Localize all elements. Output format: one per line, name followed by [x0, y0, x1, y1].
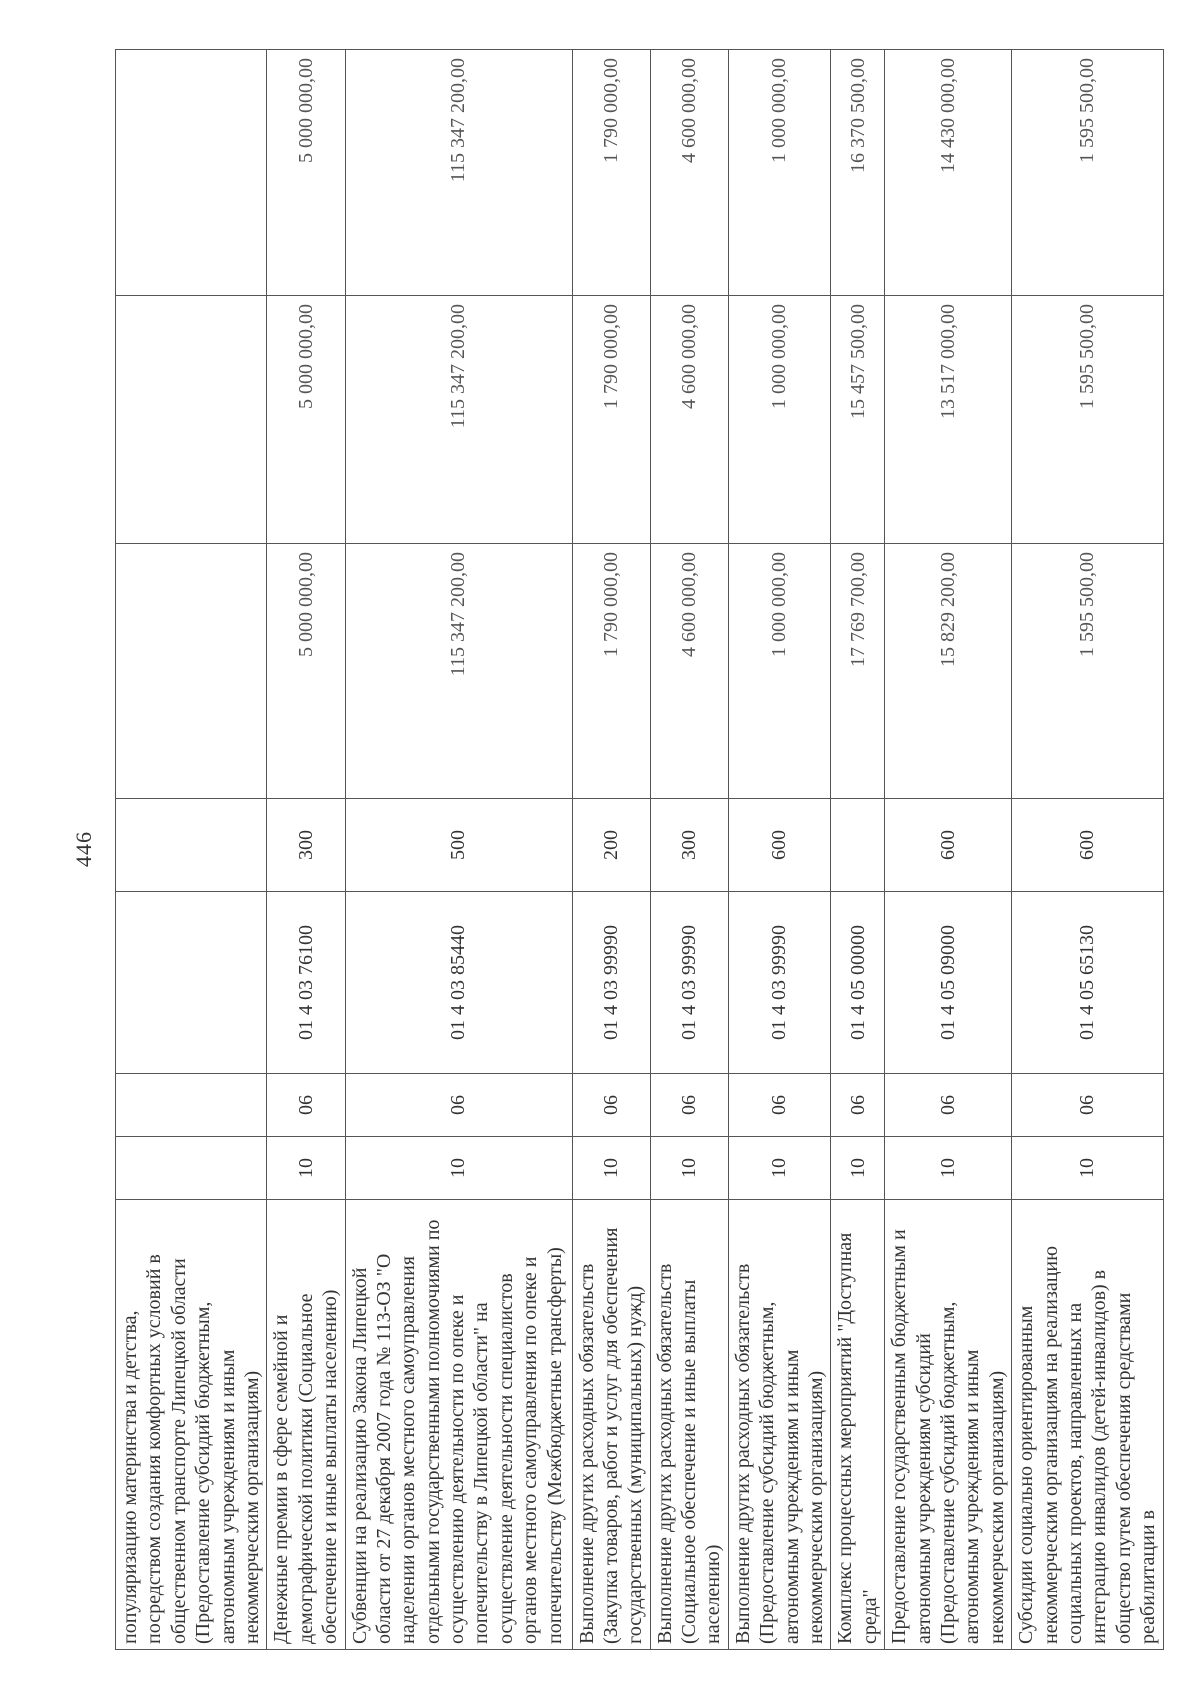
row-description: Субсидии социально ориентированным некоммерческим организациям на реализацию социальных проектов, направленных на интеграцию инвалидов (детей-инвалидов) в общество путем обеспечения средствами реабилитации в	[1012, 1200, 1163, 1650]
row-description: Выполнение других расходных обязательств (Предоставление субсидий бюджетным, автономным учреждениям и иным некоммерческим организациям)	[728, 1200, 831, 1650]
amount-year-1: 1 790 000,00	[572, 544, 650, 799]
subsection-code: 06	[1012, 1074, 1163, 1137]
amount-year-1: 17 769 700,00	[831, 544, 885, 799]
amount-year-3: 1 595 500,00	[1012, 50, 1163, 296]
section-code: 10	[831, 1137, 885, 1200]
subsection-code: 06	[831, 1074, 885, 1137]
amount-year-2: 4 600 000,00	[650, 296, 728, 544]
subsection-code: 06	[267, 1074, 345, 1137]
amount-year-1: 4 600 000,00	[650, 544, 728, 799]
table-row	[572, 50, 650, 1650]
expense-type-code: 600	[728, 799, 831, 892]
expense-type-code: 300	[267, 799, 345, 892]
table-row	[650, 50, 728, 1650]
amount-year-2: 115 347 200,00	[345, 296, 572, 544]
amount-year-2: 1 000 000,00	[728, 296, 831, 544]
section-code: 10	[650, 1137, 728, 1200]
expense-type-code: 500	[345, 799, 572, 892]
page-number: 446	[71, 831, 96, 867]
target-article-code: 01 4 03 76100	[267, 892, 345, 1074]
row-description: популяризацию материнства и детства, посредством создания комфортных условий в общественном транспорте Липецкой области (Предоставление субсидий бюджетным, автономным учреждениям и иным некоммерческим организациям)	[116, 1200, 267, 1650]
subsection-code: 06	[885, 1074, 1012, 1137]
table-row	[116, 50, 267, 1650]
amount-year-3	[116, 50, 267, 296]
amount-year-3: 14 430 000,00	[885, 50, 1012, 296]
amount-year-2: 13 517 000,00	[885, 296, 1012, 544]
amount-year-3: 4 600 000,00	[650, 50, 728, 296]
section-code: 10	[885, 1137, 1012, 1200]
expense-type-code: 600	[1012, 799, 1163, 892]
table-row	[1012, 50, 1163, 1650]
row-description: Выполнение других расходных обязательств (Социальное обеспечение и иные выплаты населению)	[650, 1200, 728, 1650]
target-article-code: 01 4 03 99990	[650, 892, 728, 1074]
target-article-code	[116, 892, 267, 1074]
amount-year-1: 115 347 200,00	[345, 544, 572, 799]
amount-year-3: 5 000 000,00	[267, 50, 345, 296]
section-code: 10	[345, 1137, 572, 1200]
target-article-code: 01 4 03 99990	[728, 892, 831, 1074]
expense-type-code: 600	[885, 799, 1012, 892]
target-article-code: 01 4 05 09000	[885, 892, 1012, 1074]
amount-year-2: 15 457 500,00	[831, 296, 885, 544]
row-description: Комплекс процессных мероприятий "Доступная среда"	[831, 1200, 885, 1650]
target-article-code: 01 4 03 99990	[572, 892, 650, 1074]
expense-type-code	[116, 799, 267, 892]
amount-year-2: 1 790 000,00	[572, 296, 650, 544]
target-article-code: 01 4 05 65130	[1012, 892, 1163, 1074]
amount-year-3: 1 790 000,00	[572, 50, 650, 296]
subsection-code: 06	[572, 1074, 650, 1137]
section-code: 10	[267, 1137, 345, 1200]
target-article-code: 01 4 05 00000	[831, 892, 885, 1074]
row-description: Субвенции на реализацию Закона Липецкой области от 27 декабря 2007 года № 113-ОЗ "О наделении органов местного самоуправления отдельными государственными полномочиями по осуществлению деятельности по опеке и попечительству в Липецкой области" на осуществление деятельности специалистов органов местного самоуправления по опеке и попечительству (Межбюджетные трансферты)	[345, 1200, 572, 1650]
amount-year-1: 5 000 000,00	[267, 544, 345, 799]
table-row	[345, 50, 572, 1650]
subsection-code: 06	[650, 1074, 728, 1137]
table-row	[267, 50, 345, 1650]
section-code: 10	[1012, 1137, 1163, 1200]
row-description: Выполнение других расходных обязательств (Закупка товаров, работ и услуг для обеспечения государственных (муниципальных) нужд)	[572, 1200, 650, 1650]
amount-year-1: 1 595 500,00	[1012, 544, 1163, 799]
amount-year-1: 15 829 200,00	[885, 544, 1012, 799]
row-description: Предоставление государственным бюджетным и автономным учреждениям субсидий (Предоставление субсидий бюджетным, автономным учреждениям и иным некоммерческим организациям)	[885, 1200, 1012, 1650]
amount-year-2: 1 595 500,00	[1012, 296, 1163, 544]
expense-type-code	[831, 799, 885, 892]
amount-year-3: 115 347 200,00	[345, 50, 572, 296]
table-row	[885, 50, 1012, 1650]
subsection-code: 06	[728, 1074, 831, 1137]
amount-year-3: 16 370 500,00	[831, 50, 885, 296]
subsection-code	[116, 1074, 267, 1137]
amount-year-2	[116, 296, 267, 544]
section-code	[116, 1137, 267, 1200]
amount-year-1	[116, 544, 267, 799]
section-code: 10	[572, 1137, 650, 1200]
target-article-code: 01 4 03 85440	[345, 892, 572, 1074]
section-code: 10	[728, 1137, 831, 1200]
amount-year-2: 5 000 000,00	[267, 296, 345, 544]
amount-year-3: 1 000 000,00	[728, 50, 831, 296]
table-row	[831, 50, 885, 1650]
expense-type-code: 200	[572, 799, 650, 892]
row-description: Денежные премии в сфере семейной и демографической политики (Социальное обеспечение и иные выплаты населению)	[267, 1200, 345, 1650]
table-row	[728, 50, 831, 1650]
budget-table-rotated	[115, 50, 1200, 1650]
expense-type-code: 300	[650, 799, 728, 892]
amount-year-1: 1 000 000,00	[728, 544, 831, 799]
budget-table	[115, 49, 1164, 1650]
subsection-code: 06	[345, 1074, 572, 1137]
